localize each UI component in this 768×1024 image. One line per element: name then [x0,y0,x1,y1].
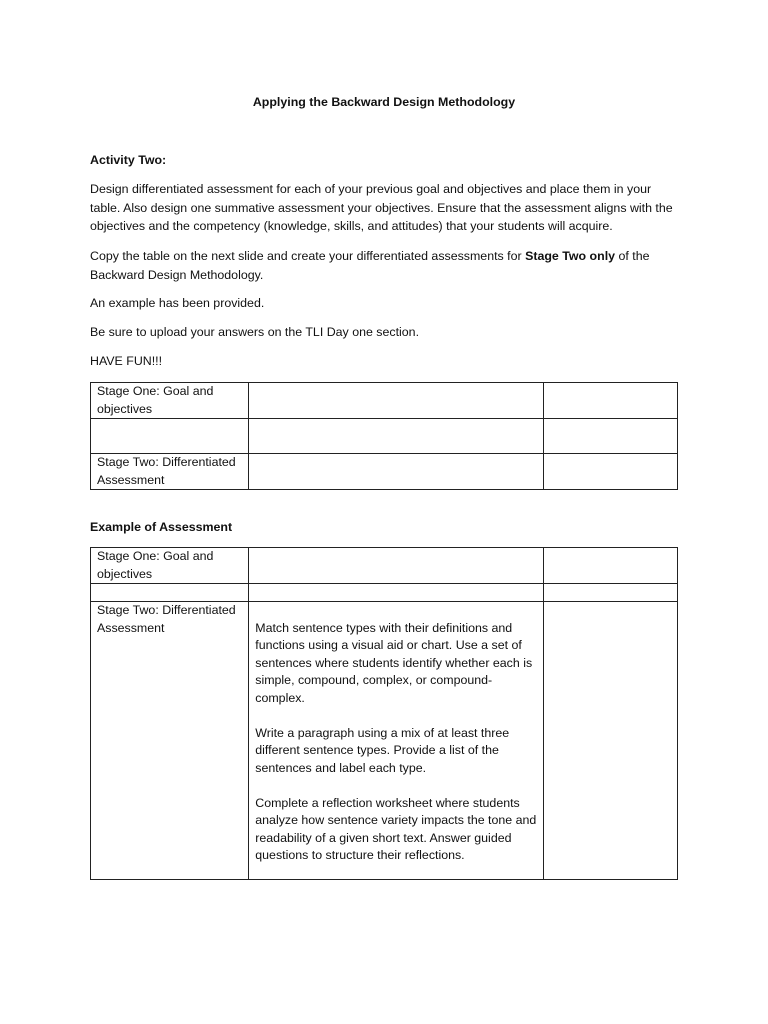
document-title: Applying the Backward Design Methodology [252,95,516,109]
table-cell [543,584,677,602]
instructions-paragraph: Design differentiated assessment for each of your previous goal and objectives and place them in your table. Also design one summative assessment your objectives. Ensure that the assessment aligns with the objectives and the competency (knowledge, skills, and attitudes) that your students will acquire. [90,182,673,233]
spacer [255,707,537,725]
table-cell[interactable] [543,383,677,419]
table-cell[interactable] [91,419,249,454]
table-cell [543,602,677,880]
have-fun-note: HAVE FUN!!! [90,354,163,368]
spacer [255,602,537,620]
table-cell [543,548,677,584]
assessment-item: Complete a reflection worksheet where students analyze how sentence variety impacts the tone and readability of a given short text. Answer guided questions to structure their reflections. [255,795,537,862]
table-row [91,454,678,490]
stage-two-emphasis: Stage Two only [525,249,616,263]
spacer [255,777,537,795]
assessment-item: Match sentence types with their definitions and functions using a visual aid or chart. Use a set of sentences where students identify whether each is simple, compound, complex, or compound-complex. [255,620,533,705]
table-cell[interactable] [249,419,544,454]
copy-table-paragraph [90,247,680,284]
stage-one-label: Stage One: Goal and objectives [91,548,249,584]
table-row [91,548,678,584]
assessment-item: Write a paragraph using a mix of at least three different sentence types. Provide a list of the sentences and label each type. [255,725,510,775]
table-cell [91,584,249,602]
example-note: An example has been provided. [90,296,265,310]
stage-two-label: Stage Two: Differentiated Assessment [91,602,249,880]
table-cell[interactable] [543,419,677,454]
stage-one-label: Stage One: Goal and objectives [91,383,249,419]
upload-note: Be sure to upload your answers on the TLI Day one section. [90,325,420,339]
table-cell[interactable] [543,454,677,490]
copy-table-text: Copy the table on the next slide and create your differentiated assessments for [90,249,526,263]
activity-heading: Activity Two: [90,153,167,167]
stage-two-label: Stage Two: Differentiated Assessment [91,454,249,490]
assessment-cell [249,602,544,880]
example-heading: Example of Assessment [90,520,233,534]
table-cell[interactable] [249,383,544,419]
table-row [91,419,678,454]
table-cell [249,548,544,584]
table-row [91,383,678,419]
stage-table [90,382,678,490]
table-cell[interactable] [249,454,544,490]
table-row [91,602,678,880]
table-cell [249,584,544,602]
example-table [90,547,678,880]
table-row [91,584,678,602]
copy-table-text-end: of the Backward Design Methodology. [90,249,650,282]
